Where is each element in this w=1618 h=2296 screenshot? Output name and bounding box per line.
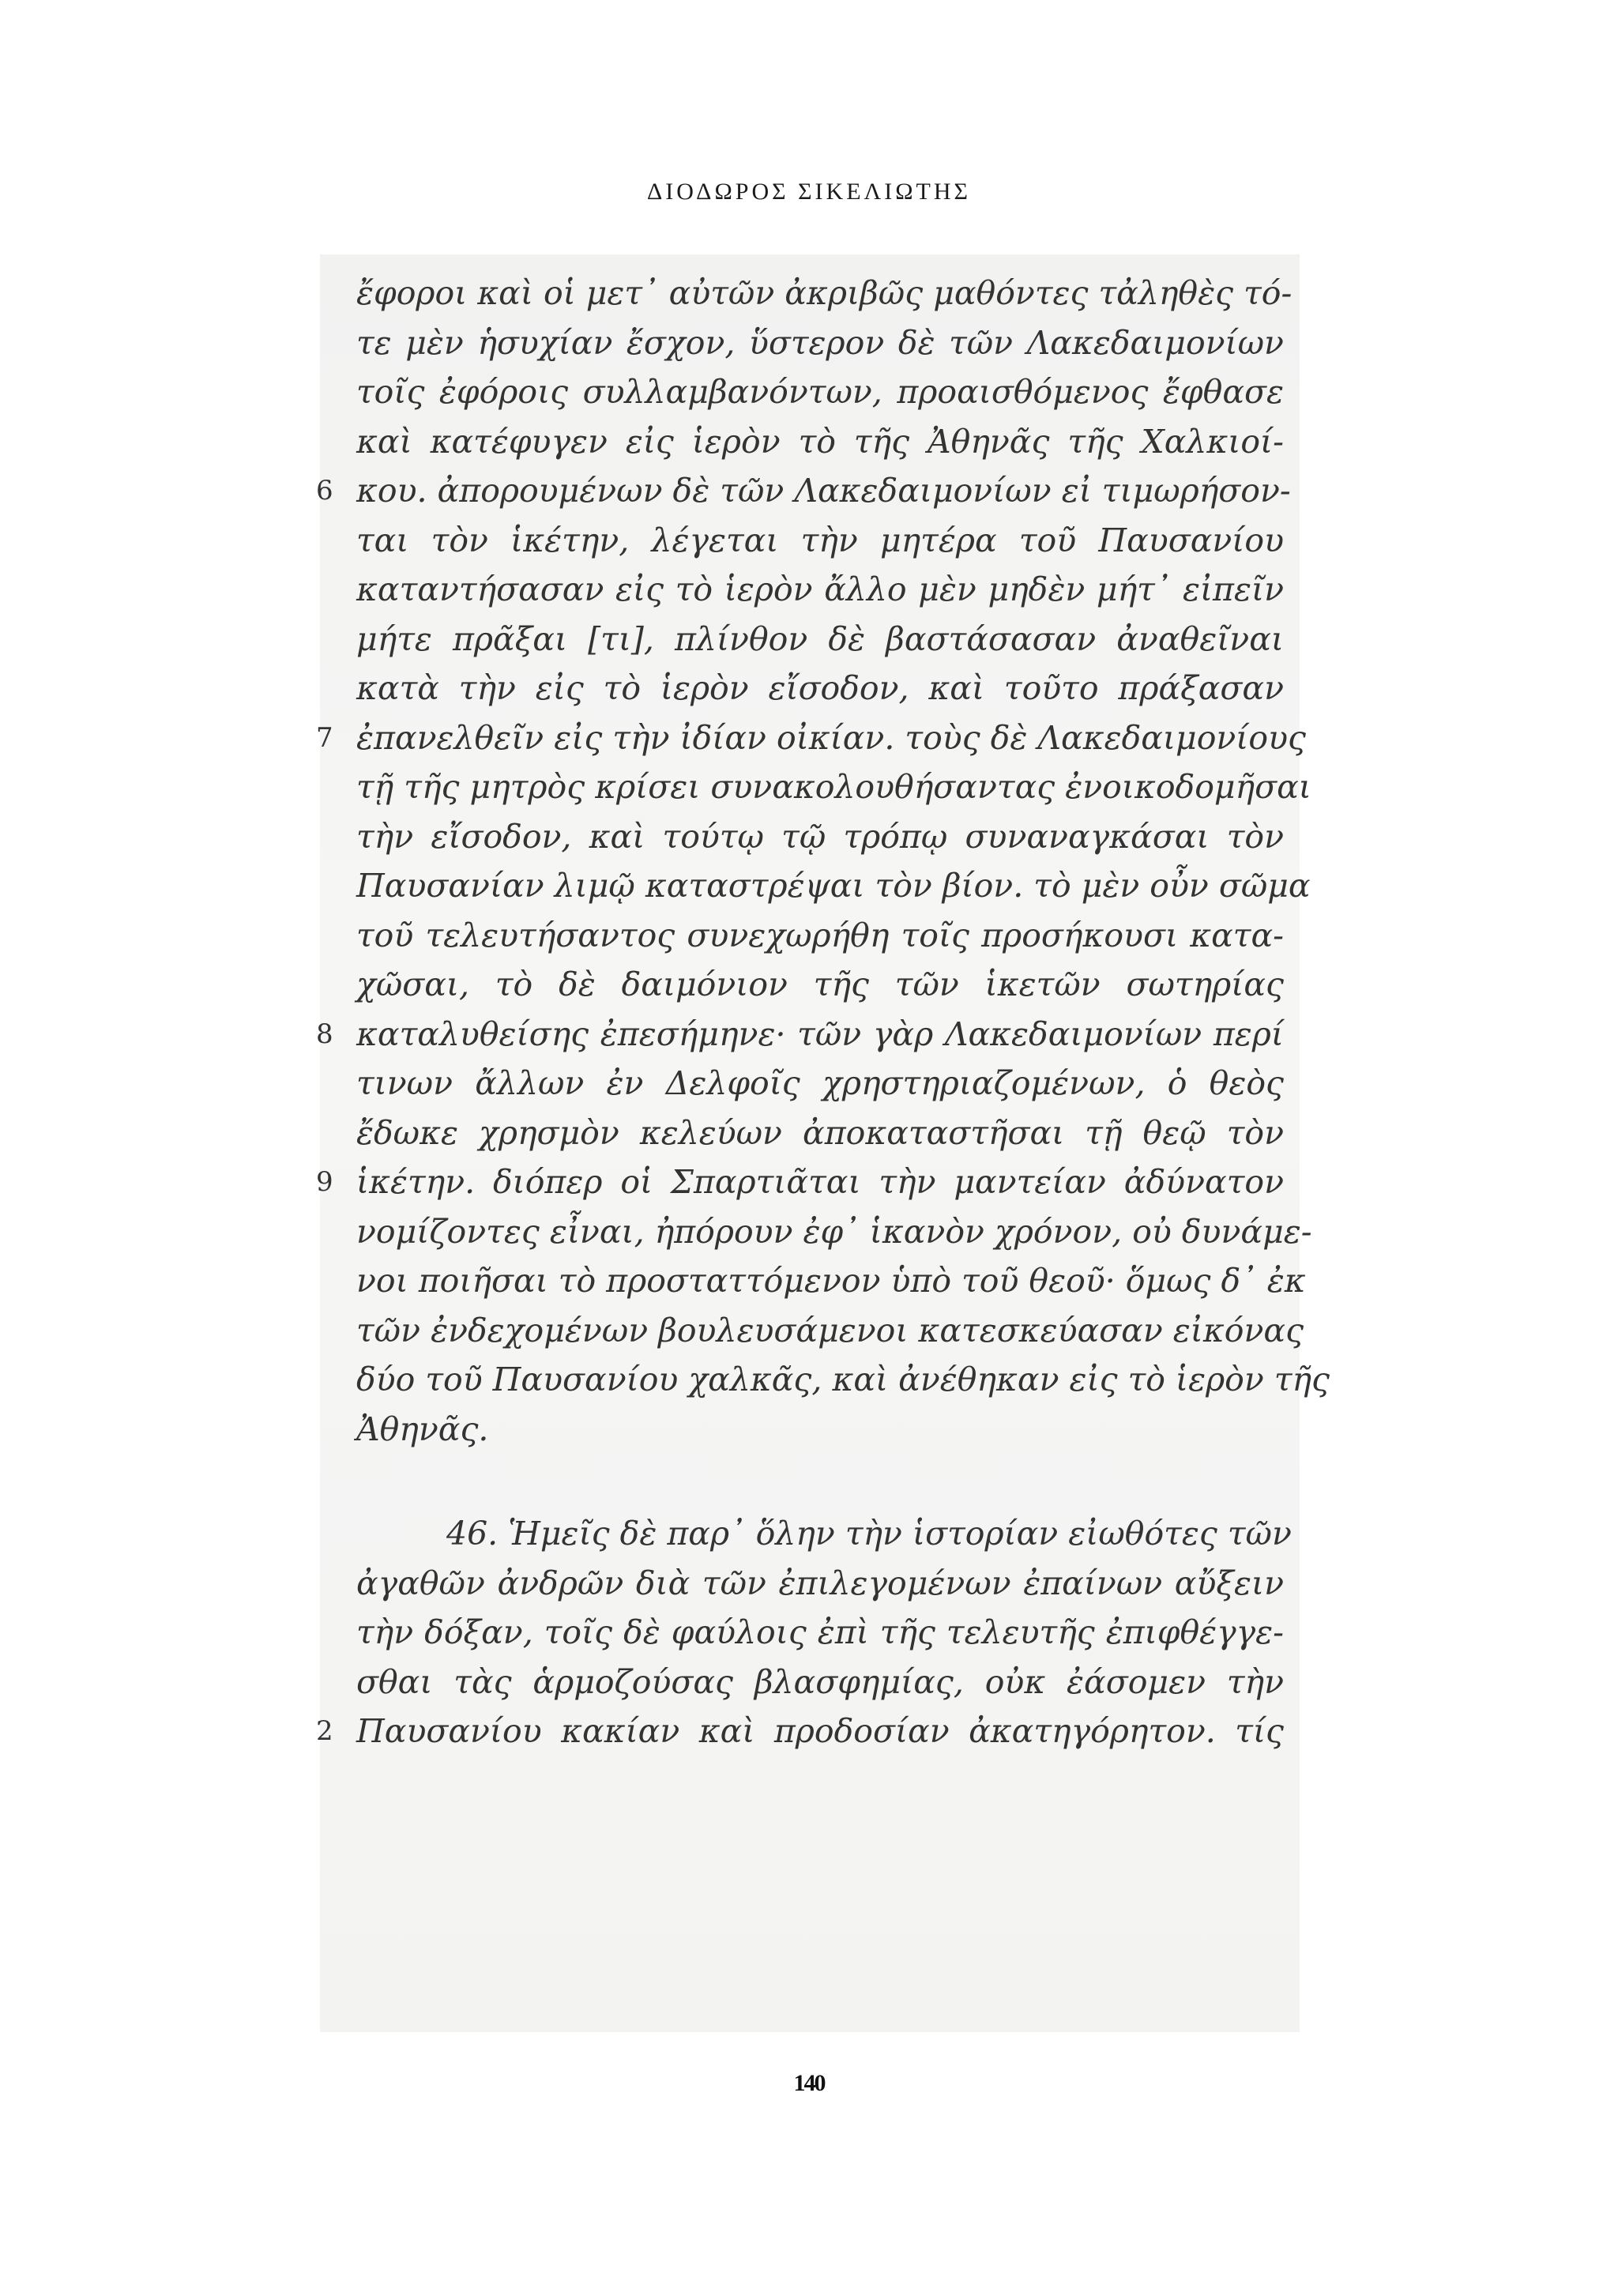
line-text: Παυσανίου κακίαν καὶ προδοσίαν ἀκατηγόρητον. τίς [356, 1712, 1284, 1750]
section-number: 8 [316, 1018, 333, 1050]
text-line [336, 269, 1293, 318]
line-text: τοῦ τελευτήσαντος συνεχωρήθη τοῖς προσήκουσι κατα- [356, 916, 1284, 954]
section-number: 2 [316, 1715, 333, 1747]
text-line [336, 1256, 1306, 1306]
line-text: νομίζοντες εἶναι, ἠπόρουν ἐφ᾽ ἱκανὸν χρόνον, οὐ δυνάμε- [356, 1212, 1312, 1251]
line-text: μήτε πρᾶξαι [τι], πλίνθον δὲ βαστάσασαν ἀναθεῖναι [356, 619, 1284, 658]
text-line [336, 812, 1284, 862]
text-line [316, 1707, 1284, 1756]
line-text: ται τὸν ἱκέτην, λέγεται τὴν μητέρα τοῦ Παυσανίου [356, 521, 1284, 559]
section-number: 6 [316, 475, 333, 506]
line-text: χῶσαι, τὸ δὲ δαιμόνιον τῆς τῶν ἱκετῶν σωτηρίας [356, 965, 1284, 1003]
text-line [336, 1658, 1284, 1707]
text-line [336, 1405, 1284, 1455]
text-line [316, 713, 1306, 763]
line-text: τε μὲν ἡσυχίαν ἔσχον, ὕστερον δὲ τῶν Λακεδαιμονίων [356, 323, 1284, 362]
line-text: Ἀθηνᾶς. [356, 1410, 489, 1448]
line-text: καταλυθείσης ἐπεσήμηνε· τῶν γὰρ Λακεδαιμονίων περί [356, 1014, 1284, 1053]
text-line [336, 911, 1284, 961]
text-line [336, 516, 1284, 566]
text-line [336, 565, 1284, 615]
text-line [336, 1207, 1312, 1257]
running-head: ΔΙΟΔΩΡΟΣ ΣΙΚΕΛΙΩΤΗΣ [646, 179, 972, 205]
line-text: τινων ἄλλων ἐν Δελφοῖς χρηστηριαζομένων, ὁ θεὸς [356, 1064, 1284, 1102]
text-line [336, 762, 1311, 812]
line-text: ἀγαθῶν ἀνδρῶν διὰ τῶν ἐπιλεγομένων ἐπαίνων αὔξειν [356, 1564, 1284, 1602]
line-text: νοι ποιῆσαι τὸ προσταττόμενον ὑπὸ τοῦ θεοῦ· ὅμως δ᾽ ἐκ [356, 1262, 1306, 1300]
line-text: ἱκέτην. διόπερ οἱ Σπαρτιᾶται τὴν μαντείαν ἀδύνατον [356, 1163, 1284, 1201]
section-number: 9 [316, 1166, 333, 1198]
text-line [336, 1559, 1284, 1609]
text-line [316, 1010, 1284, 1060]
line-text: καταντήσασαν εἰς τὸ ἱερὸν ἄλλο μὲν μηδὲν μήτ᾽ εἰπεῖν [356, 570, 1284, 608]
text-line [336, 318, 1284, 368]
line-text: καὶ κατέφυγεν εἰς ἱερὸν τὸ τῆς Ἀθηνᾶς τῆς Χαλκιοί- [356, 422, 1284, 461]
body-text [316, 269, 1330, 1756]
text-line [336, 664, 1284, 713]
line-text: τῶν ἐνδεχομένων βουλευσάμενοι κατεσκεύασαν εἰκόνας [356, 1311, 1304, 1349]
line-text: τοῖς ἐφόροις συλλαμβανόντων, προαισθόμενος ἔφθασε [356, 373, 1284, 411]
line-text: 46. Ἡμεῖς δὲ παρ᾽ ὅλην τὴν ἱστορίαν εἰωθότες τῶν [446, 1515, 1292, 1553]
line-text: δύο τοῦ Παυσανίου χαλκᾶς, καὶ ἀνέθηκαν εἰς τὸ ἱερὸν τῆς [356, 1361, 1330, 1398]
line-text: ἐπανελθεῖν εἰς τὴν ἰδίαν οἰκίαν. τοὺς δὲ Λακεδαιμονίους [356, 718, 1306, 757]
text-line [316, 466, 1291, 516]
text-line [336, 417, 1284, 467]
text-line [336, 367, 1284, 417]
text-line [336, 1608, 1284, 1658]
line-text: τὴν εἴσοδον, καὶ τούτῳ τῷ τρόπῳ συναναγκάσαι τὸν [356, 817, 1284, 856]
text-line [336, 861, 1311, 911]
text-line [336, 1108, 1284, 1158]
line-text: ἔφοροι καὶ οἱ μετ᾽ αὐτῶν ἀκριβῶς μαθόντες τἀληθὲς τό- [356, 274, 1293, 312]
text-line [336, 1509, 1292, 1559]
text-line [336, 615, 1284, 664]
line-text: τῇ τῆς μητρὸς κρίσει συνακολουθήσαντας ἐνοικοδομῆσαι [356, 768, 1311, 806]
text-line [316, 1157, 1284, 1207]
text-line [336, 960, 1284, 1010]
text-line [336, 1059, 1284, 1108]
line-text: κου. ἀπορουμένων δὲ τῶν Λακεδαιμονίων εἰ τιμωρήσον- [356, 472, 1291, 510]
line-text: Παυσανίαν λιμῷ καταστρέψαι τὸν βίον. τὸ μὲν οὖν σῶμα [356, 867, 1311, 905]
line-text: κατὰ τὴν εἰς τὸ ἱερὸν εἴσοδον, καὶ τοῦτο πράξασαν [356, 669, 1284, 707]
page-number: 140 [793, 2070, 825, 2096]
line-text: τὴν δόξαν, τοῖς δὲ φαύλοις ἐπὶ τῆς τελευτῆς ἐπιφθέγγε- [356, 1613, 1284, 1651]
line-text: σθαι τὰς ἁρμοζούσας βλασφημίας, οὐκ ἐάσομεν τὴν [356, 1662, 1284, 1701]
line-text: ἔδωκε χρησμὸν κελεύων ἀποκαταστῆσαι τῇ θεῷ τὸν [356, 1113, 1284, 1152]
section-number: 7 [316, 721, 333, 754]
text-line [336, 1306, 1304, 1356]
text-line [336, 1355, 1330, 1405]
